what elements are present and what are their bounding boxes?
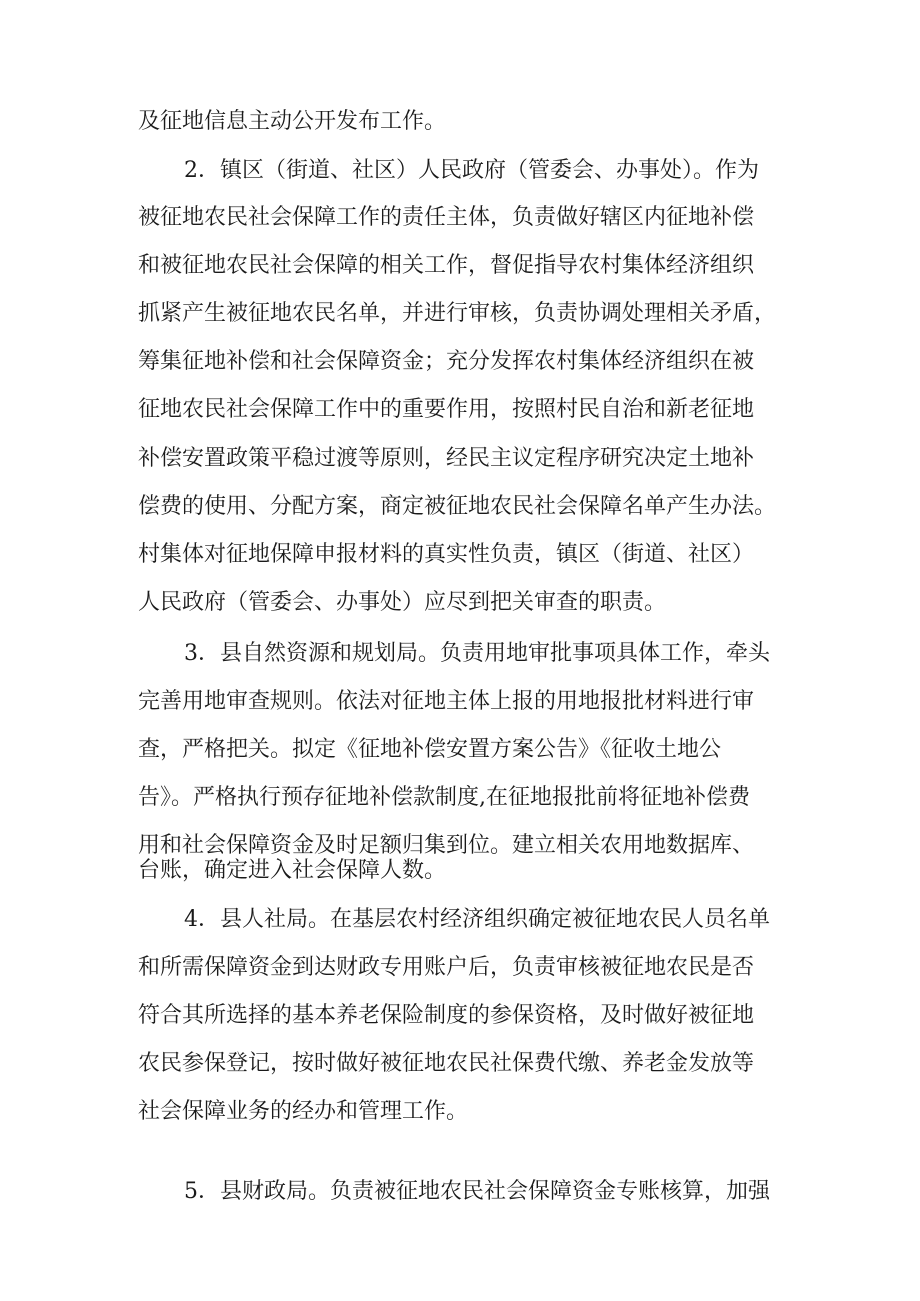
text-line: 和所需保障资金到达财政专用账户后，负责审核被征地农民是否 <box>138 955 755 980</box>
text-line: 和被征地农民社会保障的相关工作，督促指导农村集体经济组织 <box>138 253 755 278</box>
text-line: 用和社会保障资金及时足额归集到位。建立相关农用地数据库、 <box>138 833 755 858</box>
text-line: 完善用地审查规则。依法对征地主体上报的用地报批材料进行审 <box>138 689 755 714</box>
text-line: 查，严格把关。拟定《征地补偿安置方案公告》《征收土地公 <box>138 737 722 762</box>
text-line: 5．县财政局。负责被征地农民社会保障资金专账核算，加强 <box>184 1179 770 1204</box>
text-line: 征地农民社会保障工作中的重要作用，按照村民自治和新老征地 <box>138 397 755 422</box>
text-line: 偿费的使用、分配方案，商定被征地农民社会保障名单产生办法。 <box>138 494 777 519</box>
text-line: 符合其所选择的基本养老保险制度的参保资格，及时做好被征地 <box>138 1003 755 1028</box>
text-line: 2．镇区（街道、社区）人民政府（管委会、办事处）。作为 <box>184 158 759 183</box>
text-line: 抓紧产生被征地农民名单，并进行审核，负责协调处理相关矛盾， <box>138 301 777 326</box>
text-line: 筹集征地补偿和社会保障资金；充分发挥农村集体经济组织在被 <box>138 349 755 374</box>
text-line: 村集体对征地保障申报材料的真实性负责，镇区（街道、社区） <box>138 542 755 567</box>
text-line: 人民政府（管委会、办事处）应尽到把关审查的职责。 <box>138 590 667 615</box>
text-line: 及征地信息主动公开发布工作。 <box>138 109 447 134</box>
text-line: 3．县自然资源和规划局。负责用地审批事项具体工作，牵头 <box>184 641 770 666</box>
text-line: 社会保障业务的经办和管理工作。 <box>138 1099 469 1124</box>
text-line: 台账，确定进入社会保障人数。 <box>138 858 447 883</box>
text-line: 补偿安置政策平稳过渡等原则，经民主议定程序研究决定土地补 <box>138 446 755 471</box>
text-line: 4．县人社局。在基层农村经济组织确定被征地农民人员名单 <box>184 907 770 932</box>
text-line: 告》。严格执行预存征地补偿款制度,在征地报批前将征地补偿费 <box>138 785 750 810</box>
text-line: 被征地农民社会保障工作的责任主体，负责做好辖区内征地补偿 <box>138 205 755 230</box>
text-line: 农民参保登记，按时做好被征地农民社保费代缴、养老金发放等 <box>138 1051 755 1076</box>
